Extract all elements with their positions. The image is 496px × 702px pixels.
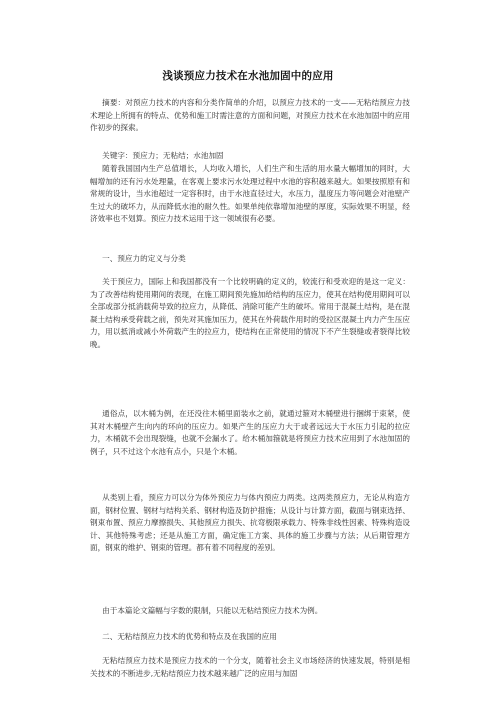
section-1-paragraph-2: 通俗点，以木桶为例，在还没往木桶里面装水之前，就通过箍对木桶壁进行捆绑于束紧，使其对木桶壁产生向内的环向的压应力。如果产生的压应力大于或者远远大于水压力引起的拉应力，木桶就不会出现裂缝，也就不会漏水了。给木桶加箍就是将预应力技术应用到了水池加固的例子，只不过这个水池有点小，只是个木桶。 (90, 409, 410, 456)
intro-paragraph: 随着我国国内生产总值增长，人均收入增长，人们生产和生活的用水量大幅增加的同时，大幅增加的还有污水处理量，在客观上要求污水处理过程中水池的容积越来越大。如果按照原有和常规的设计，当水池超过一定容积时，由于水池直径过大，水压力，温度压力等问题会对池壁产生过大的破坏力，从而降低水池的耐久性。如果单纯依靠增加池壁的厚度，实际效果不明显，经济效率也不划算。预应力技术运用于这一领域很有必要。 (90, 164, 410, 224)
keywords: 关键字：预应力；无粘结；水池加固 (102, 151, 224, 160)
section-1-heading: 一、预应力的定义与分类 (102, 254, 186, 263)
section-2-paragraph-1: 无粘结预应力技术是预应力技术的一个分支，随着社会主义市场经济的快速发展，特别是相关技术的不断进步,无粘结预应力技术越来越广泛的应用与加固 (90, 656, 410, 678)
document-title: 浅谈预应力技术在水池加固中的应用 (162, 70, 334, 82)
section-1-paragraph-1: 关于预应力，国际上和我国都没有一个比较明确的定义的，较流行和受欢迎的是这一定义：为了改善结构使用期间的表现，在施工期间预先施加给结构的压应力，使其在结构使用期间可以全部或部分抵消载荷导致的拉应力，从降低、消除可能产生的破坏。常用于混凝土结构，是在混凝土结构承受荷载之前，预先对其施加压力，使其在外荷载作用时的受拉区混凝土内力产生压应力，用以抵消或减小外荷载产生的拉应力，使结构在正常使用的情况下不产生裂缝或者裂得比较晚。 (90, 277, 410, 349)
section-2-heading: 二、无粘结预应力技术的优势和特点及在我国的应用 (102, 632, 277, 641)
abstract: 摘要：对预应力技术的内容和分类作简单的介绍，以预应力技术的一支——无粘结预应力技术理论上所拥有的特点、优势和施工时需注意的方面和问题，对预应力技术在水池加固中的应用作初步的探索。 (90, 98, 410, 133)
section-1-paragraph-3: 从类别上看，预应力可以分为体外预应力与体内预应力两类。这两类预应力，无论从构造方面，钢材位置、钢材与结构关系、钢材构造及防护措施；从设计与计算方面，截面与钢束选择、钢束布置、预应力摩擦损失、其他预应力损失、抗弯极限承载力、特殊非线性因素、特殊构造设计、其他特殊考虑；还是从施工方面，确定施工方案、具体的施工步骤与方法；从后期管理方面，钢束的维护、钢束的管理。都有着不同程度的差别。 (90, 493, 410, 553)
section-1-paragraph-4: 由于本篇论文篇幅与字数的限制，只能以无粘结预应力技术为例。 (102, 606, 323, 615)
